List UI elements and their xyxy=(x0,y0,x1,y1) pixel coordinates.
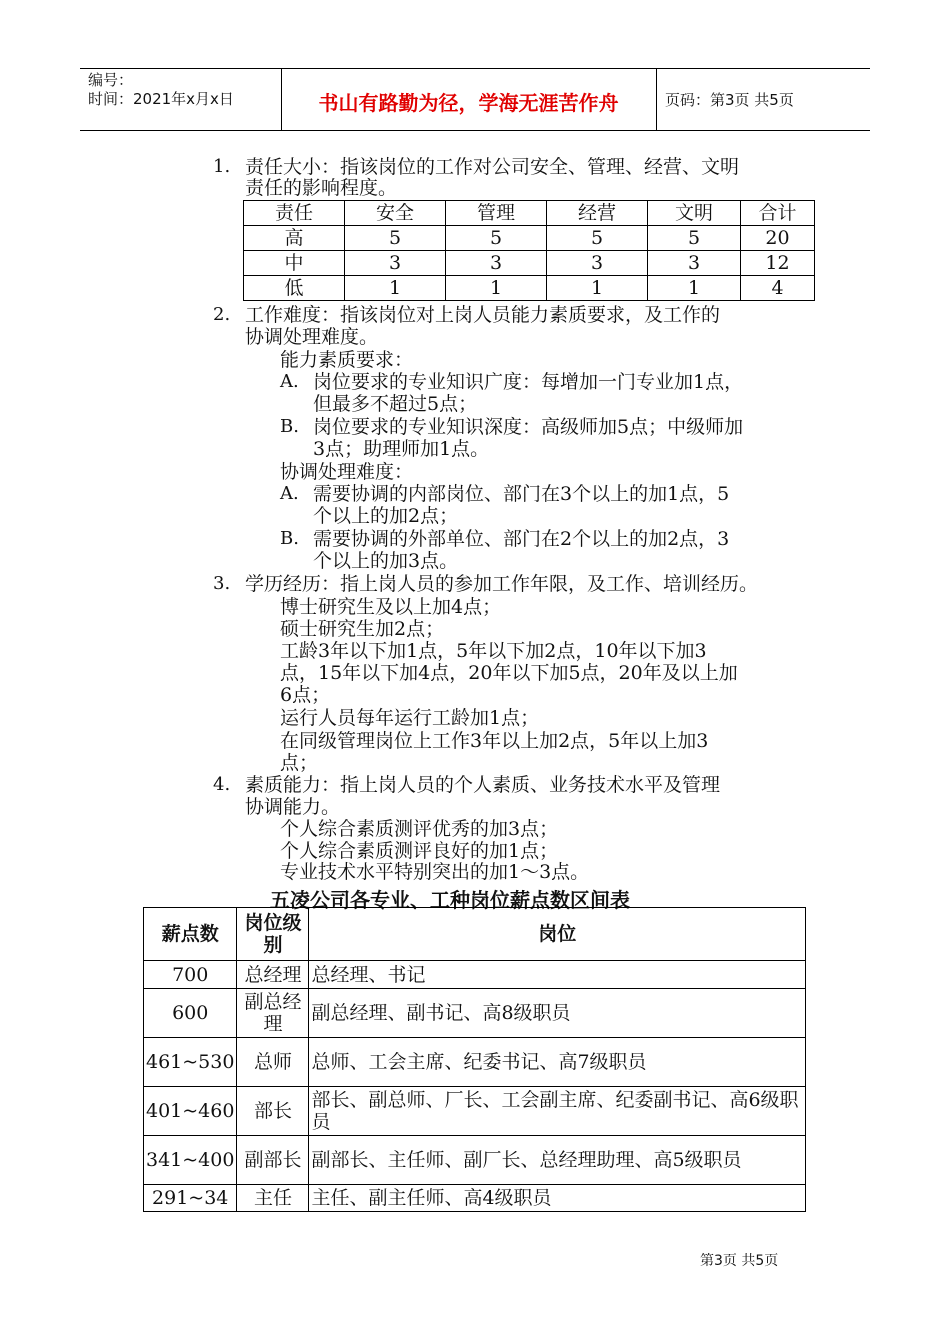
table-header-cell: 责任 xyxy=(244,201,345,226)
table-row xyxy=(244,251,815,276)
table-cell: 12 xyxy=(741,251,815,276)
paragraph-line: 运行人员每年运行工龄加1点； xyxy=(280,707,540,729)
table-cell: 5 xyxy=(648,226,741,251)
table-cell: 3 xyxy=(345,251,446,276)
table-cell: 1 xyxy=(345,276,446,301)
table-row xyxy=(144,961,806,989)
header-motto: 书山有路勤为径，学海无涯苦作舟 xyxy=(318,91,619,115)
paragraph-line: 需要协调的外部单位、部门在2个以上的加2点，3 xyxy=(313,528,730,550)
table-cell: 1 xyxy=(547,276,648,301)
salary-table-title: 五凌公司各专业、工种岗位薪点数区间表 xyxy=(270,888,630,912)
table-row xyxy=(144,1185,806,1212)
table-cell: 副部长 xyxy=(237,1136,309,1185)
doc-time-label: 时间：2021年x月x日 xyxy=(88,90,234,108)
paragraph-line: 点； xyxy=(280,752,319,774)
table-cell: 3 xyxy=(547,251,648,276)
list-number: 3. xyxy=(213,573,231,594)
table-cell: 副部长、主任师、副厂长、总经理助理、高5级职员 xyxy=(309,1136,806,1185)
table-cell: 高 xyxy=(244,226,345,251)
paragraph-line: 岗位要求的专业知识深度：高级师加5点；中级师加 xyxy=(313,416,744,438)
paragraph-line: 责任大小：指该岗位的工作对公司安全、管理、经营、文明 xyxy=(245,156,740,178)
table-cell: 341~400 xyxy=(144,1136,237,1185)
paragraph-line: 责任的影响程度。 xyxy=(245,177,398,199)
table-header-cell: 岗位级别 xyxy=(237,908,309,961)
list-marker: A. xyxy=(280,371,299,392)
table-cell: 主任、副主任师、高4级职员 xyxy=(309,1185,806,1212)
table-cell: 5 xyxy=(547,226,648,251)
paragraph-line: 协调能力。 xyxy=(245,796,341,818)
paragraph-line: 工作难度：指该岗位对上岗人员能力素质要求，及工作的 xyxy=(245,304,721,326)
table-cell: 291~34 xyxy=(144,1185,237,1212)
table-header-cell: 经营 xyxy=(547,201,648,226)
paragraph-line: 但最多不超过5点； xyxy=(313,393,478,415)
paragraph-line: 学历经历：指上岗人员的参加工作年限，及工作、培训经历。 xyxy=(245,573,759,595)
table-cell: 700 xyxy=(144,961,237,989)
table-cell: 副总经理 xyxy=(237,989,309,1038)
table-cell: 总经理、书记 xyxy=(309,961,806,989)
table-header-cell: 合计 xyxy=(741,201,815,226)
table-cell: 总经理 xyxy=(237,961,309,989)
table-header-row xyxy=(144,908,806,961)
list-marker: A. xyxy=(280,483,299,504)
subheading: 能力素质要求： xyxy=(280,349,414,371)
table-cell: 中 xyxy=(244,251,345,276)
paragraph-line: 点，15年以下加4点，20年以下加5点，20年及以上加 xyxy=(280,662,738,684)
table-cell: 5 xyxy=(446,226,547,251)
paragraph-line: 协调处理难度。 xyxy=(245,326,379,348)
table-cell: 部长 xyxy=(237,1087,309,1136)
table-header-cell: 薪点数 xyxy=(144,908,237,961)
paragraph-line: 专业技术水平特别突出的加1～3点。 xyxy=(280,861,590,883)
paragraph-line: 个人综合素质测评优秀的加3点； xyxy=(280,818,559,840)
page-header xyxy=(80,68,870,131)
table-cell: 主任 xyxy=(237,1185,309,1212)
table-row xyxy=(144,989,806,1038)
paragraph-line: 岗位要求的专业知识广度：每增加一门专业加1点， xyxy=(313,371,744,393)
table-header-row xyxy=(244,201,815,226)
table-cell: 低 xyxy=(244,276,345,301)
paragraph-line: 在同级管理岗位上工作3年以上加2点，5年以上加3 xyxy=(280,730,709,752)
paragraph-line: 6点； xyxy=(280,684,331,706)
table-cell: 3 xyxy=(648,251,741,276)
header-meta xyxy=(88,71,234,109)
table-row xyxy=(244,276,815,301)
list-number: 4. xyxy=(213,774,231,795)
subheading: 协调处理难度： xyxy=(280,461,414,483)
paragraph-line: 个以上的加2点； xyxy=(313,505,459,527)
list-marker: B. xyxy=(280,528,299,549)
list-marker: B. xyxy=(280,416,299,437)
paragraph-line: 博士研究生及以上加4点； xyxy=(280,596,502,618)
table-header-cell: 文明 xyxy=(648,201,741,226)
table-row xyxy=(244,226,815,251)
table-row xyxy=(144,1136,806,1185)
doc-code-label: 编号： xyxy=(88,71,134,89)
table-header-cell: 岗位 xyxy=(309,908,806,961)
table-cell: 总师 xyxy=(237,1038,309,1087)
table-cell: 461~530 xyxy=(144,1038,237,1087)
list-number: 1. xyxy=(213,156,231,177)
header-page-info: 页码：第3页 共5页 xyxy=(665,91,794,109)
table-cell: 5 xyxy=(345,226,446,251)
paragraph-line: 素质能力：指上岗人员的个人素质、业务技术水平及管理 xyxy=(245,774,721,796)
salary-table xyxy=(143,907,806,1212)
table-header-cell: 管理 xyxy=(446,201,547,226)
page-footer: 第3页 共5页 xyxy=(700,1253,779,1269)
table-cell: 副总经理、副书记、高8级职员 xyxy=(309,989,806,1038)
table-row xyxy=(144,1087,806,1136)
table-row xyxy=(144,1038,806,1087)
table-header-cell: 安全 xyxy=(345,201,446,226)
paragraph-line: 3点；助理师加1点。 xyxy=(313,438,490,460)
table-cell: 总师、工会主席、纪委书记、高7级职员 xyxy=(309,1038,806,1087)
table-cell: 3 xyxy=(446,251,547,276)
table-cell: 600 xyxy=(144,989,237,1038)
paragraph-line: 个人综合素质测评良好的加1点； xyxy=(280,840,559,862)
responsibility-table xyxy=(243,200,815,301)
table-cell: 部长、副总师、厂长、工会副主席、纪委副书记、高6级职员 xyxy=(309,1087,806,1136)
table-cell: 1 xyxy=(446,276,547,301)
paragraph-line: 工龄3年以下加1点，5年以下加2点，10年以下加3 xyxy=(280,640,707,662)
table-cell: 1 xyxy=(648,276,741,301)
paragraph-line: 硕士研究生加2点； xyxy=(280,618,445,640)
paragraph-line: 需要协调的内部岗位、部门在3个以上的加1点，5 xyxy=(313,483,730,505)
table-cell: 4 xyxy=(741,276,815,301)
table-cell: 20 xyxy=(741,226,815,251)
header-divider xyxy=(656,69,657,130)
table-cell: 401~460 xyxy=(144,1087,237,1136)
list-number: 2. xyxy=(213,304,231,325)
paragraph-line: 个以上的加3点。 xyxy=(313,550,459,572)
